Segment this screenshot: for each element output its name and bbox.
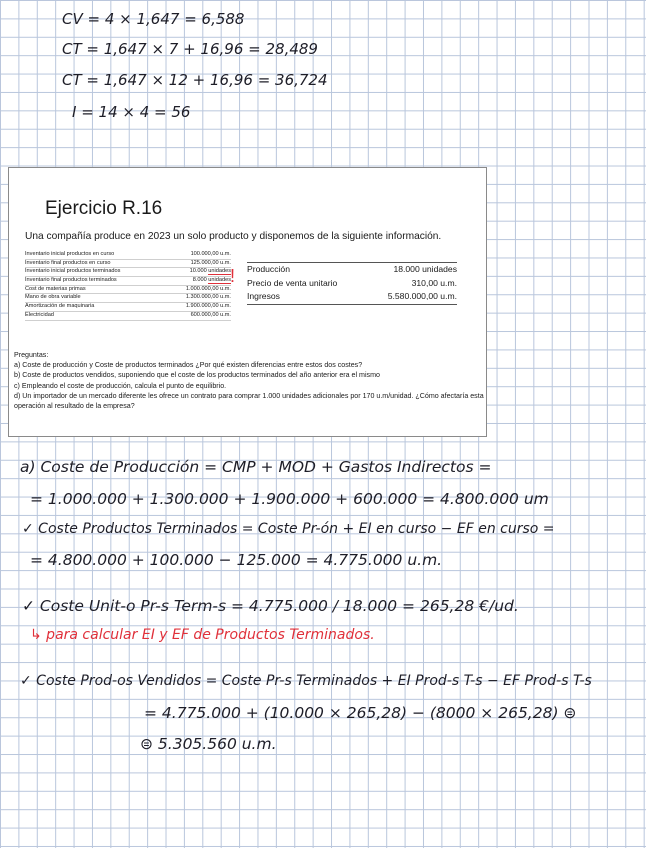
solution-line-1: a) Coste de Producción = CMP + MOD + Gastos Indirectos = xyxy=(20,458,492,476)
solution-note-red: ↳ para calcular EI y EF de Productos Terminados. xyxy=(30,627,375,643)
exercise-intro: Una compañía produce en 2023 un solo producto y disponemos de la siguiente información. xyxy=(25,231,442,242)
solution-line-8: = 4.775.000 + (10.000 × 265,28) − (8000 × 265,28) ⊜ xyxy=(144,704,577,722)
question-a: a) Coste de producción y Coste de productos terminados ¿Por qué existen diferencias entre estos dos costes? xyxy=(14,361,363,370)
table-row: Inventario inicial productos terminados 10.000 unidades xyxy=(25,268,231,277)
table-row: Ingresos 5.580.000,00 u.m. xyxy=(247,290,457,305)
summary-table xyxy=(247,262,457,305)
questions-block xyxy=(14,350,486,411)
table-row: Producción 18.000 unidades xyxy=(247,264,457,274)
table-row: Inventario final productos terminados 8.000 unidades xyxy=(25,277,231,286)
table-row: Precio de venta unitario 310,00 u.m. xyxy=(247,277,457,288)
note-line-3: CT = 1,647 × 12 + 16,96 = 36,724 xyxy=(62,71,328,89)
question-b: b) Coste de productos vendidos, suponiendo que el coste de los productos terminados del año anterior era el mismo xyxy=(14,371,380,380)
note-line-4: I = 14 × 4 = 56 xyxy=(72,103,191,121)
table-row: Cost de materias primas 1.000.000,00 u.m. xyxy=(25,286,231,295)
question-d: d) Un importador de un mercado diferente les ofrece un contrato para comprar 1.000 unidades adicionales por 170 u.m/unidad. ¿Cómo afectaría esta operación al resultado de la empresa? xyxy=(14,391,484,411)
table-row: Inventario final productos en curso 125.000,00 u.m. xyxy=(25,260,231,269)
table-row: Inventario inicial productos en curso 100.000,00 u.m. xyxy=(25,251,231,260)
solution-line-7: ✓ Coste Prod-os Vendidos = Coste Pr-s Terminados + EI Prod-s T-s − EF Prod-s T-s xyxy=(20,673,592,689)
inventory-table xyxy=(25,251,231,321)
table-row: Mano de obra variable 1.300.000,00 u.m. xyxy=(25,294,231,303)
exercise-card xyxy=(8,167,487,437)
question-c: c) Empleando el coste de producción, calcula el punto de equilibrio. xyxy=(14,381,227,390)
table-row: Amortización de maquinaria 1.900.000,00 u.m. xyxy=(25,303,231,312)
solution-line-5: ✓ Coste Unit-o Pr-s Term-s = 4.775.000 / 18.000 = 265,28 €/ud. xyxy=(22,597,519,615)
exercise-title: Ejercicio R.16 xyxy=(45,198,163,219)
solution-line-3: ✓ Coste Productos Terminados = Coste Pr-ón + EI en curso − EF en curso = xyxy=(22,521,555,537)
table-row: Electricidad 600.000,00 u.m. xyxy=(25,312,231,321)
note-line-2: CT = 1,647 × 7 + 16,96 = 28,489 xyxy=(62,40,318,58)
solution-line-2: = 1.000.000 + 1.300.000 + 1.900.000 + 600.000 = 4.800.000 um xyxy=(30,490,549,508)
underlined-unit: unidades xyxy=(208,277,231,284)
exclamation-mark: ! xyxy=(230,266,236,286)
solution-line-9: ⊜ 5.305.560 u.m. xyxy=(140,735,277,753)
note-line-1: CV = 4 × 1,647 = 6,588 xyxy=(62,10,245,28)
solution-line-4: = 4.800.000 + 100.000 − 125.000 = 4.775.000 u.m. xyxy=(30,551,443,569)
questions-heading: Preguntas: xyxy=(14,351,49,359)
underlined-unit: unidades xyxy=(208,268,231,275)
